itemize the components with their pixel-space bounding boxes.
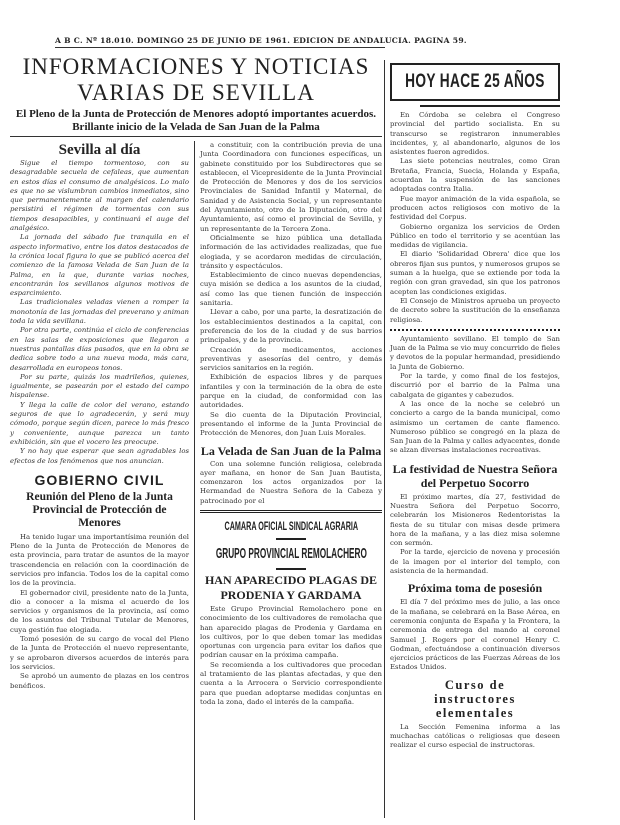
paragraph: El próximo martes, día 27, festividad de Nuestra Señora del Perpetuo Socorro, celebrarán los Misioneros Redentoristas la fiesta de su titular con misas desde primera hora de la mañana, y a las diez misa solemne con sermón. <box>390 492 560 548</box>
column-2 <box>194 141 382 820</box>
paragraph: Fue mayor animación de la vida española, se producen actos religiosos con motivo de la festividad del Corpus. <box>390 194 560 222</box>
paragraph: Las siete potencias neutrales, como Gran Bretaña, Francia, Suecia, Holanda y España, acuerdan la suspensión de las sanciones adoptadas contra Italia. <box>390 157 560 194</box>
section-heading-perpetuo-socorro: La festividad de Nuestra Señora del Perpetuo Socorro <box>392 461 558 490</box>
paragraph: Llevar a cabo, por una parte, la desratización de los establecimientos destinados a la capital, con preferencia de los de la ciudad y de sus barrios principales, y de la provincia. <box>200 308 382 345</box>
banner-grupo-remolachero-wrap <box>200 543 382 565</box>
column-3 <box>384 60 560 818</box>
article-sevilla-al-dia <box>10 159 189 466</box>
column-1 <box>10 141 194 820</box>
paragraph: Las tradicionales veladas vienen a romper la monotonía de las jornadas del preverano y animan toda la vida sevillana. <box>10 298 189 326</box>
article-perpetuo-socorro <box>390 493 560 577</box>
section-heading-toma-posesion: Próxima toma de posesión <box>407 581 543 596</box>
paragraph: Por otra parte, continúa el ciclo de conferencias en las salas de exposiciones que llegaron a nuestras pantallas días pasados, que en la obra se dedica sobre todo a una nueva moda, más cara, desarrollada en europeos tonos. <box>10 326 189 372</box>
paragraph: El día 7 del próximo mes de julio, a las once de la mañana, se celebrará en la Base Aérea, en ceremonia conjunta de España y la Frontera, la ceremonia de entrega del mando al coronel Samuel J. Rogers por el coronel Henry C. Godman, efectuándose a continuación diversos ejercicios prácticos de las Fuerzas Aéreas de los Estados Unidos. <box>390 598 560 672</box>
divider <box>276 538 306 540</box>
paragraph: Exhibición de espacios libres y de parques infantiles y con la terminación de la obra de este parque en la ciudad, de conformidad con las autoridades. <box>200 373 382 410</box>
paragraph: Ha tenido lugar una importantísima reunión del Pleno de la Junta de Protección de Menores de esta provincia, para tratar de asuntos de la mayor trascendencia en relación con la coordinación de servicios pro infancia. Todos los de la capital como los de la provincia. <box>10 532 189 588</box>
left-region <box>10 54 382 820</box>
banner-camara-agraria-wrap <box>200 517 382 535</box>
section-heading-velada: La Velada de San Juan de la Palma <box>200 443 382 458</box>
main-title-line1: INFORMACIONES Y NOTICIAS <box>22 54 370 79</box>
paragraph: A las once de la noche se celebró un concierto a cargo de la banda municipal, como asimismo un certamen de cante flamenco. Numeroso público se congregó en la plaza de San Juan de la Palma y calles adyacentes, donde se alzan diversas instalaciones recreativas. <box>390 399 560 455</box>
main-title-line2: VARIAS DE SEVILLA <box>77 80 315 105</box>
divider <box>420 105 560 107</box>
paragraph: Y no hay que esperar que sean agradables los efectos de los fenómenos que nos anuncian. <box>10 447 189 465</box>
article-junta-menores <box>10 533 189 691</box>
section-heading-curso-instructores: Curso de instructores elementales <box>434 677 516 720</box>
main-subtitle: El Pleno de la Junta de Protección de Menores adoptó importantes acuerdos. Brillante inicio de la Velada de San Juan de la Palma <box>10 108 382 137</box>
paragraph: Oficialmente se hizo pública una detallada información de las actividades realizadas, que fue elogiada, y se acordaron medidas de circulación, tránsito y espectáculos. <box>200 233 382 270</box>
headline-plagas-1: HAN APARECIDO PLAGAS DE <box>204 572 378 587</box>
paragraph: Sigue el tiempo tormentoso, con su desagradable secuela de cefaleas, que aumentan en estos días el consumo de analgésicos. Lo malo es que no se vislumbran cambios inmediatos, sino que permanentemente al margen del calendario persistirá el régimen de tormentas con sus tiempos desapacibles, y continuará el auge del analgésico. <box>10 159 189 233</box>
columns <box>10 141 382 820</box>
headline-plagas-2: PRODENIA Y GARDAMA <box>220 587 362 602</box>
paragraph: Tomó posesión de su cargo de vocal del Pleno de la Junta de Protección el nuevo representante, y se aprobaron diversos acuerdos de interés para los servicios. <box>10 635 189 671</box>
paragraph: Por su parte, quizás los madrileños, quienes, igualmente, se pasearán por el estado del campo hispalense. <box>10 372 189 400</box>
hoy-hace-25-anos-box <box>390 63 560 101</box>
divider <box>200 510 382 513</box>
article-toma-posesion <box>390 598 560 672</box>
paragraph: Con una solemne función religiosa, celebrada ayer mañana, en honor de San Juan Bautista, comenzaron los actos organizados por la Hermandad de Nuestra Señora de la Cabeza y patrocinado por el <box>200 459 382 505</box>
paragraph: La jornada del sábado fue tranquila en el aspecto informativo, entre los datos destacados de la crónica local figura lo que se publicó acerca del comienzo de la famosa Velada de San Juan de la Palma, en la que, durante varias noches, encontrarán los sevillanos algunos motivos de esparcimiento. <box>10 233 189 298</box>
banner-grupo-remolachero: GRUPO PROVINCIAL REMOLACHERO <box>215 544 367 562</box>
paragraph: La Sección Femenina informa a las muchachas católicas o religiosas que deseen realizar el curso especial de instructoras. <box>390 722 560 750</box>
paragraph: Ayuntamiento sevillano. El templo de San Juan de la Palma se vio muy concurrido de fieles y devotos de la popular hermandad, presidiendo la Junta de Gobierno. <box>390 334 560 371</box>
paragraph: a constituir, con la contribución previa de una Junta Coordinadora con funciones específicas, un gabinete constituido por los Subdirectores que se establecen, el Vicepresidente de la Junta Provincial de Protección de Menores y dos de los servicios Provinciales de Sanidad Infantil y Maternal, de Sanidad y de Asistencia Social, y un representante del Ayuntamiento, otro de la Diputación, otro del Ayuntamiento, así como el provincial de Sevilla, y un representante de la Tercera Zona. <box>200 141 382 233</box>
article-hoy-hace-25-anos <box>390 111 560 325</box>
article-plagas <box>200 605 382 707</box>
article-velada-continued <box>390 335 560 456</box>
paragraph: En Córdoba se celebra el Congreso provincial del partido socialista. En su transcurso se registraron innumerables incidentes, y, al abandonarlo, algunos de los asistentes fueron agredidos. <box>390 111 560 157</box>
paragraph: Por la tarde, ejercicio de novena y procesión de la imagen por el interior del templo, con asistencia de la hermandad. <box>390 548 560 576</box>
paragraph: Se dio cuenta de la Diputación Provincial, presentando el informe de la Junta Provincial de Protección de Menores, don Juan Luis Morales. <box>200 410 382 438</box>
paragraph: El diario 'Solidaridad Obrera' dice que los obreros fijan sus puntos, y numerosos grupos se suman a la huelga, que se extiende por toda la región con gran gravedad, sin que los patronos acepten las condiciones exigidas. <box>390 250 560 296</box>
paragraph: El Consejo de Ministros aprueba un proyecto de decreto sobre la sustitución de la enseñanza religiosa. <box>390 296 560 324</box>
paragraph: Y llega la calle de color del verano, estando seguros de que lo agradecerán, y será muy cómodo, porque según dicen, parece lo más fresco y conveniente, aunque parezca un tanto exhibición, sin que el vocero les preocupe. <box>10 400 189 446</box>
paragraph: Establecimiento de cinco nuevas dependencias, cuya misión se dedica a los asuntos de la ciudad, así como las que tienen función de inspección sanitaria. <box>200 271 382 308</box>
paragraph: Se recomienda a los cultivadores que procedan al tratamiento de las plantas afectadas, y que den cuenta a la Arrocera o Servicio correspondiente para que puedan adoptarse medidas conjuntas en toda la zona, dado el interés de la campaña. <box>200 660 382 706</box>
article-velada <box>200 460 382 506</box>
paragraph: El gobernador civil, presidente nato de la Junta, dio a conocer a la misma el acuerdo de los servicios y organismos de la provincia, así como de los asuntos del Tribunal Tutelar de Menores, cuya gestión fue elogiada. <box>10 588 189 634</box>
article-curso-instructores <box>390 723 560 751</box>
paragraph: Se aprobó un aumento de plazas en los centros benéficos. <box>10 672 189 690</box>
article-junta-continued <box>200 141 382 439</box>
box-title: HOY HACE 25 AÑOS <box>405 71 545 92</box>
section-heading-sevilla-al-dia: Sevilla al día <box>58 142 141 158</box>
banner-camara-agraria: CAMARA OFICIAL SINDICAL AGRARIA <box>224 518 358 533</box>
paragraph: Gobierno organiza los servicios de Orden Público en todo el territorio y se acentúan las medidas de vigilancia. <box>390 222 560 250</box>
paragraph: Por la tarde, y como final de los festejos, discurrió por el barrio de la Palma una cabalgata de gigantes y cabezudos. <box>390 372 560 399</box>
divider <box>276 568 306 570</box>
divider <box>390 329 560 331</box>
page-header: A B C. Nº 18.010. DOMINGO 25 DE JUNIO DE 1961. EDICION DE ANDALUCIA. PAGINA 59. <box>55 36 385 48</box>
paragraph: Creación de medicamentos, acciones preventivas y asesorías del centro, y demás servicios sanitarios en la región. <box>200 345 382 373</box>
section-heading-gobierno-civil: GOBIERNO CIVIL <box>34 471 165 488</box>
paragraph: Este Grupo Provincial Remolachero pone en conocimiento de los cultivadores de remolacha que han aparecido plagas de Prodenia y Gardama en los cultivos, por lo que deben tomar las medidas oportunas con urgencia para evitar los daños que podrían causar en la próxima campaña. <box>200 604 382 660</box>
article-subhead-junta: Reunión del Pleno de la Junta Provincial de Protección de Menores <box>26 490 173 529</box>
